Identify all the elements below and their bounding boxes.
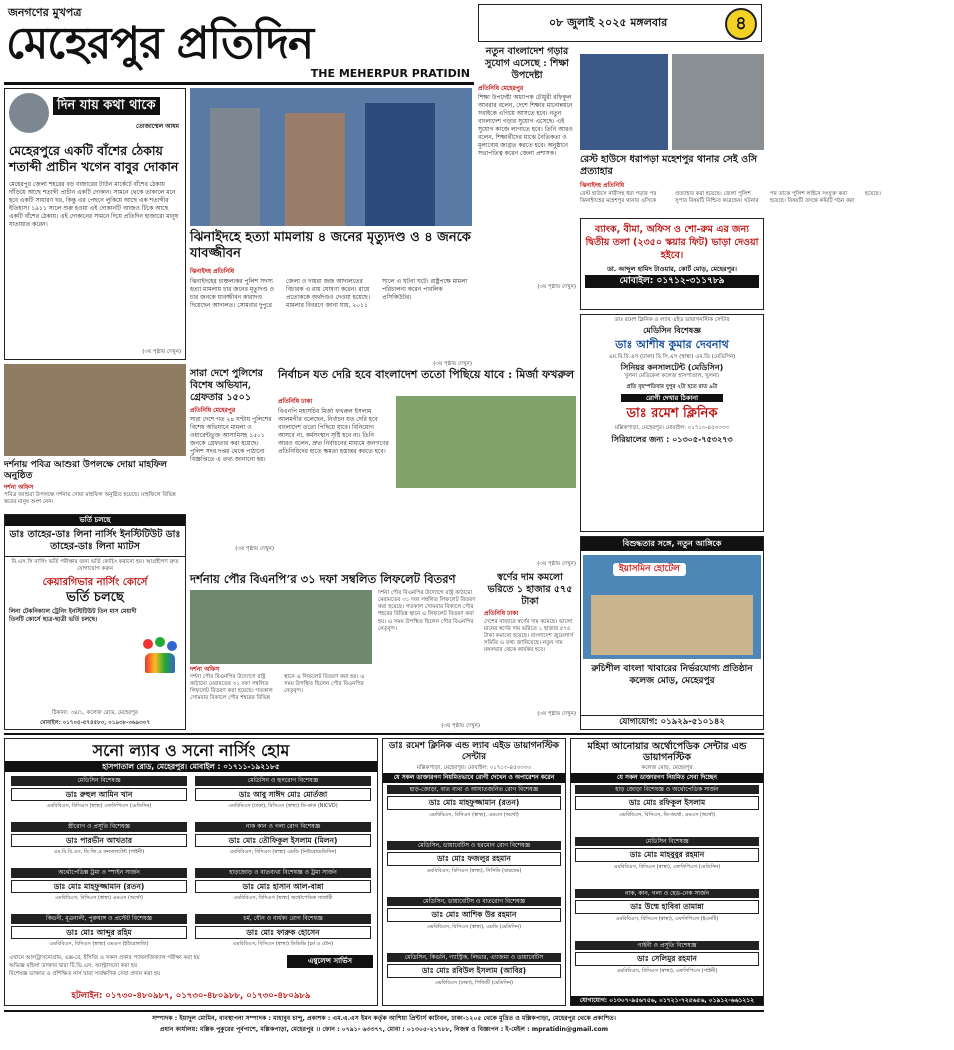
nursing-logo: [139, 637, 179, 677]
column-title: দিন যায় কথা থাকে: [53, 97, 160, 115]
sono_ad-doctor-entry: [191, 912, 375, 958]
doctor-specialty: মেডিসিন, ডায়াবেটিস ও হরমোন রোগ বিশেষজ্ঞ: [387, 841, 561, 851]
police-byline: ঝিনাইদহ প্রতিনিধি: [580, 182, 625, 189]
leaflet-story: [190, 572, 480, 730]
doctor-name: ডাঃ মোঃ ফারুক হোসেন: [195, 926, 371, 939]
sono-title: সনো ল্যাব ও সনো নার্সিং হোম: [92, 741, 290, 760]
medicine-hospital: খুলনা মেডিকেল কলেজ হাসপাতাল, খুলনা।: [624, 373, 720, 380]
mohima-address: কলেজ মোড়, মেহেরপুর: [641, 765, 693, 771]
mahfil-headline: দর্শনায় পবিত্র আশুরা উপলক্ষে দোয়া মাহফিল অনুষ্ঠিত: [4, 460, 167, 481]
police-drive-story: [190, 368, 274, 568]
doctor-name: ডাঃ মোঃ ফজলুর রহমান: [387, 852, 561, 865]
house-rent-ad: [580, 218, 764, 310]
doctor-qualification: এমবিবিএস, বিসিএস (স্বাস্থ্য) এমএস (ইউরোলজি): [49, 941, 149, 948]
right-top-story: [478, 46, 576, 310]
ramesh-title: ডাঃ রমেশ ক্লিনিক এন্ড ল্যাব এইড ডায়াগনস্টিক সেন্টার: [388, 741, 560, 762]
page-number: ৪: [735, 13, 747, 34]
hotel-tagline: বিশুদ্ধতার সঙ্গে, নতুন আঙ্গিকে: [581, 537, 763, 551]
doctor-qualification: এমবিবিএস, বিসিএস (স্বাস্থ্য), এফসিপিএস (ইএনটি): [615, 915, 719, 922]
drive-byline: প্রতিনিধি মেহেরপুর: [190, 407, 236, 414]
sono_ad-doctor-entry: [191, 774, 375, 820]
nursing-course-admit: ভর্তি চলছে: [66, 589, 124, 605]
doctor-specialty: নাক কান ও গলা রোগ বিশেষজ্ঞ: [195, 822, 371, 832]
election-photo: [396, 396, 576, 488]
doctor-qualification: এম.বি.বি.এস, ডি.জি.ও কনসালটেন্ট (গাইনী): [53, 849, 145, 856]
hotel-ad: [580, 536, 764, 730]
election-headline: নির্বাচন যত দেরি হবে বাংলাদেশ ততো পিছিয়ে যাবে : মির্জা ফখরুল: [278, 368, 575, 381]
medicine-serial: সিরিয়ালের জন্য : ০১৩০৫-৭৫৩২৭৩: [611, 434, 733, 444]
mahfil-photo: [4, 364, 186, 456]
drive-body: সারা দেশে গত ২৪ ঘণ্টায় পুলিশের বিশেষ অভিযানে মামলা ও ওয়ারেন্টভুক্ত আসামিসহ ১৫০১ জনকে গ্রেফতার করা হয়েছে। পুলিশ সদর দপ্তর থেকে পাঠানো বিজ্ঞপ্তিতে এ তথ্য জানানো হয়।: [190, 415, 272, 463]
medicine-doctor: ডাঃ আশীষ কুমার দেবনাথ: [615, 338, 729, 352]
ramesh_lab_ad-doctor-entry: [383, 897, 565, 951]
drive-headline: সারা দেশে পুলিশের বিশেষ অভিযান, গ্রেফতার ১৫০১: [190, 368, 263, 403]
sono_ad-doctor-entry: [7, 912, 191, 958]
leaflet-headline: দর্শনায় পৌর বিএনপি’র ৩১ দফা সম্বলিত লিফলেট বিতরণ: [190, 572, 456, 586]
police-story: [580, 46, 881, 212]
leaflet-photo: [190, 590, 372, 664]
column-footnote: (৩য় পৃষ্ঠায় দেখুন): [142, 349, 181, 356]
mohima-bar: যে সকল ডাক্তারগণ নিয়মিত সেবা দিচ্ছেন: [571, 773, 763, 783]
doctor-specialty: মেডিসিন, কিডনি, গ্যাস্ট্রিক, লিভার, এ্যাজমা ও ডায়াবেটিস: [387, 953, 561, 963]
sono_ad-doctor-entry: [7, 774, 191, 820]
doctor-name: ডাঃ রুহুল আমিন খান: [11, 788, 187, 801]
leaflet-body-side: দর্শনা পৌর বিএনপির উদ্যোগে রাষ্ট্র কাঠামো মেরামতের ৩১ দফা সম্বলিত লিফলেট বিতরণ করা হয়েছে। গতকাল সোমবার বিকালে পৌর শহরের বিভিন্ন স্থানে এ লিফলেট বিতরণ করা হয়। এ সময় উপস্থিত ছিলেন পৌর বিএনপির নেতৃবৃন্দ।: [378, 590, 476, 632]
right-top-byline: প্রতিনিধি মেহেরপুর: [478, 85, 524, 92]
doctor-specialty: মেডিসিন বিশেষজ্ঞ: [575, 837, 759, 847]
doctor-name: ডাঃ মোঃ মাহবুবুর রহমান: [575, 848, 759, 861]
mahfil-byline: দর্শনা অফিস: [4, 484, 34, 491]
mohima-title: মহিমা আনোয়ার অর্থোপেডিক সেন্টার এন্ড ডায়াগনস্টিক: [587, 741, 747, 763]
sono-doctor-grid: [5, 772, 377, 960]
sono-address: হাসপাতাল রোড, মেহেরপুর। মোবাইল : ০১৭১১-১৯২১৮৫: [5, 761, 377, 772]
doctor-specialty: কিডনী, মূত্রনালী, পুরুষাঙ্গ ও প্রস্টেট বিশেষজ্ঞ: [11, 914, 187, 924]
police-body: রেস্ট হাউসে নারীসহ ধরা পড়ার পর ঝিনাইদহের মহেশপুর থানার ওসিকে প্রত্যাহার করা হয়েছে। জেলা পুলিশ সুপার বিষয়টি নিশ্চিত করেছেন। ঘটনার পর তাকে পুলিশ লাইনে সংযুক্ত করা হয়েছে। বিষয়টি তদন্তে কমিটি গঠন করা হয়েছে।: [580, 191, 881, 205]
masthead-tagline: জনগণের মুখপত্র: [8, 6, 82, 19]
election-byline: প্রতিনিধি ঢাকা: [278, 398, 313, 405]
doctor-qualification: এমবিবিএস, বিসিএস (স্বাস্থ্য), এফসিপিএস (গাইনী): [616, 967, 718, 974]
right-top-footnote: (৩য় পৃষ্ঠায় দেখুন): [537, 283, 576, 290]
mahfil-body: পবিত্র আশুরা উপলক্ষে দর্শনায় দোয়া মাহফিল অনুষ্ঠিত হয়েছে। মাহফিলে বিভিন্ন স্তরের মানুষ অংশ নেন।: [4, 492, 176, 506]
doctor-name: ডাঃ মোঃ তৌফিকুল ইসলাম (মিলন): [195, 834, 371, 847]
column-headline: মেহেরপুরে একটি বাঁশের ঠেকায় শতাব্দী প্রাচীন খগেন বাবুর দোকান: [9, 143, 179, 174]
mohima_ad-doctor-entry: [571, 837, 763, 887]
ramesh_lab_ad-doctor-entry: [383, 785, 565, 839]
resthouse-photo: [672, 54, 764, 150]
nursing-banner: ভর্তি চলছে: [5, 515, 185, 526]
rent-mobile: মোবাইল: ০১৭১২-৩১১৭৮৯: [585, 275, 759, 288]
column-banner: [7, 91, 183, 135]
lead-story: [190, 88, 472, 368]
nursing-address: ঠিকানা: ৩৪/১, কলেজ রোড, মেহেরপুর: [52, 709, 138, 716]
mohima_ad-doctor-entry: [571, 941, 763, 991]
masthead-title: মেহেরপুর প্রতিদিন: [6, 18, 314, 69]
medicine-ad: [580, 314, 764, 532]
leaflet-footnote: (৩য় পৃষ্ঠায় দেখুন): [441, 723, 480, 730]
gold-story: [484, 572, 576, 730]
mohima-ad: [570, 738, 764, 1006]
page-number-badge: [725, 8, 757, 40]
leaflet-byline: দর্শনা অফিস: [190, 666, 220, 673]
gold-body: দেশের বাজারে স্বর্ণের দাম কমেছে। ভালো মানের স্বর্ণের দাম ভরিতে ১ হাজার ৫৭৫ টাকা কমানো হয়েছে। বাংলাদেশ জুয়েলার্স সমিতি এ তথ্য জানিয়েছে। নতুন দাম মঙ্গলবার থেকে কার্যকর হবে।: [484, 618, 574, 654]
medicine-place-label: রোগী দেখার ঠিকানা: [621, 394, 723, 402]
masthead: [6, 4, 472, 82]
medicine-schedule: প্রতি বৃহস্পতিবার দুপুর ২টা হতে রাত ৯টা: [626, 384, 718, 391]
medicine-degrees: এম.বি.বি.এস (ঢাকা) বি.সি.এস (স্বাস্থ্য) এম.ডি (মেডিসিন): [608, 353, 736, 360]
mohima_ad-doctor-entry: [571, 889, 763, 939]
rent-contact: ডা. আব্দুল হামিদ টাওয়ার, কোর্ট মোড়, মেহেরপুর।: [607, 265, 737, 273]
doctor-specialty: মেডিসিন ও হৃদরোগ বিশেষজ্ঞ: [195, 776, 371, 786]
doctor-specialty: হাড়জোড় ও বাতব্যথা বিশেষজ্ঞ ও ট্রমা সার্জন: [195, 868, 371, 878]
date-box: [478, 4, 762, 42]
lead-body: ঝিনাইদহের চাঞ্চল্যকর পুলিশ সদস্য হত্যা মামলায় চার জনের মৃত্যুদণ্ড ও চার জনকে যাবজ্জীবন কারাদণ্ড দিয়েছেন আদালত। সোমবার দুপুরে জেলা ও দায়রা জজ আদালতের বিচারক এ রায় ঘোষণা করেন। রায়ে প্রত্যেককে অর্থদণ্ডও দেওয়া হয়েছে। মামলার বিবরণে জানা যায়, ২০১১ সালে এ ঘটনা ঘটে। রাষ্ট্রপক্ষে মামলা পরিচালনা করেন পাবলিক প্রসিকিউটর।: [190, 278, 468, 310]
medicine-post: সিনিয়র কনসালটেন্ট (মেডিসিন): [620, 363, 724, 373]
doctor-specialty: হাড়-জোড়া, বাত ব্যথা ও আঘাতজনিত রোগ বিশেষজ্ঞ: [387, 785, 561, 795]
doctor-qualification: এমবিবিএস (ঢাকা), বিসিএস (স্বাস্থ্য) ডি-কার্ড (NICVD): [228, 803, 338, 810]
doctor-name: ডাঃ মোঃ আশিক উর রহমান: [387, 908, 561, 921]
sono_ad-doctor-entry: [7, 866, 191, 912]
police-headline: রেস্ট হাউসে ধরাপড়া মহেশপুর থানার সেই ওসি প্রত্যাহার: [580, 154, 758, 177]
imprint-line-2: প্রধান কার্যালয়: মল্লিক পুকুরের পূর্বপাশে, মল্লিকপাড়া, মেহেরপুর ।। ফোন : ০৭৯১- ৬৩৩৭৭, মোবা : ০১৩০৫-২১৭৮৮, নিজস্ব ও বিজ্ঞাপন : ই-মেইল : mpratidin@gmail.com: [159, 1025, 609, 1033]
sono-hotline: হটলাইন: ০১৭৩০-৪৮০৯৮৭, ০১৭৩০-৪৮০৯৮৮, ০১৭৩০-৪৮০৯৮৯: [71, 991, 311, 1002]
column-author: তোজাম্মেল আযম: [136, 123, 179, 130]
hotel-contact: যোগাযোগ: ০১৯২৯-৫১০১৪২: [581, 715, 763, 729]
nursing-note: বি.এস.সি নার্সিং ভর্তি পরীক্ষার জন্য ভর্তি কোচিং করানো হয়। আগ্রহীগণ দ্রুত যোগাযোগ করুন: [11, 558, 179, 572]
column-body: মেহেরপুর জেলা শহরের বড় বাজারের টাউন মার্কেটে বাঁশের ঠেকায় দাঁড়িয়ে আছে শতাব্দী প্রাচীন একটি দোকান। সামনে থেকে তাকালে মনে হবে একটি সাধারণ ঘর, কিন্তু এর পেছনে লুকিয়ে আছে এক শতাব্দীর ইতিহাস। ১৯১১ সালে শুরু হওয়া এই দোকানটি আজও টিকে আছে একটি বাঁশের ঠেকায়। এই দোকানের সামনে দিয়ে প্রতিদিন হাজারো মানুষ যাতায়াত করেন।: [9, 181, 179, 229]
medicine-address: মল্লিকপাড়া, মেহেরপুর। মোবাইল: ০১৭১৩-৪৫৩৩৩৩: [614, 424, 729, 431]
sono-note-3: বিশেষজ্ঞ ডাক্তার ও প্রশিক্ষিত নার্স দ্বারা সার্বক্ষণিক সেবা প্রদান করা হয়: [9, 971, 161, 977]
doctor-qualification: এমবিবিএস, বিসিএস (স্বাস্থ্য), এমডি (মেডিসিন): [426, 923, 522, 930]
hotel-desc: রুচিশীল বাংলা খাবারের নির্ভরযোগ্য প্রতিষ্ঠান কলেজ মোড়, মেহেরপুর: [591, 664, 753, 686]
gold-footnote: (৩য় পৃষ্ঠায় দেখুন): [537, 710, 576, 717]
sono_ad-doctor-entry: [191, 866, 375, 912]
doctor-name: ডাঃ সেলিমুর রহমান: [575, 952, 759, 965]
masthead-title-en: THE MEHERPUR PRATIDIN: [310, 67, 470, 80]
drive-footnote: (৩য় পৃষ্ঠায় দেখুন): [235, 545, 274, 552]
sono_ad-doctor-entry: [191, 820, 375, 866]
leaflet-body: দর্শনা পৌর বিএনপির উদ্যোগে রাষ্ট্র কাঠামো মেরামতের ৩১ দফা সম্বলিত লিফলেট বিতরণ করা হয়েছে। গতকাল সোমবার বিকালে পৌর শহরের বিভিন্ন স্থানে এ লিফলেট বিতরণ করা হয়। এ সময় উপস্থিত ছিলেন পৌর বিএনপির নেতৃবৃন্দ।: [190, 674, 365, 702]
lead-footnote: (৩য় পৃষ্ঠায় দেখুন): [433, 361, 472, 368]
election-story: [278, 368, 576, 568]
column-story: [4, 88, 186, 360]
hotel-sign: ইয়াসমিন হোটেল: [613, 563, 686, 576]
doctor-specialty: গাইনী ও প্রসূতি বিশেষজ্ঞ: [575, 941, 759, 951]
ramesh_lab_ad-doctor-entry: [383, 841, 565, 895]
doctor-qualification: এমবিবিএস, বিসিএস (স্বাস্থ্য) এমএস (অর্থো): [55, 895, 143, 902]
mahfil-story: [4, 364, 186, 512]
lead-headline: ঝিনাইদহে হত্যা মামলায় ৪ জনের মৃত্যুদণ্ড ও ৪ জনকে যাবজ্জীবন: [190, 230, 471, 261]
nursing-ad: [4, 514, 186, 730]
sono-note-2: অভিজ্ঞ মহিলা ডাক্তার দ্বারা টি.ভি.এস. আল্ট্রাসনো করা হয়: [9, 963, 138, 969]
ramesh_lab_ad-doctor-entry: [383, 953, 565, 1007]
ramesh-doctor-list: [383, 785, 565, 1007]
ramesh-lab-ad: [382, 738, 566, 1006]
doctor-qualification: এমবিবিএস, বিসিএস (স্বাস্থ্য) এমডি (নিউরোমেডিসিন): [229, 849, 337, 856]
doctor-name: ডাঃ মোঃ রফিকুল ইসলাম: [575, 796, 759, 809]
right-top-body: শিক্ষা উপদেষ্টা অধ্যাপক চৌধুরী রফিকুল আবরার বলেন, দেশে শিক্ষার মানোন্নয়নে সবাইকে এগিয়ে আসতে হবে। নতুন বাংলাদেশ গড়ার সুযোগ এসেছে। এই সুযোগ কাজে লাগাতে হবে। তিনি আরও বলেন, শিক্ষার্থীদের মাঝে নৈতিকতা ও মূল্যবোধ জাগ্রত করতে হবে। অনুষ্ঠানে সভাপতিত্ব করেন জেলা প্রশাসক।: [478, 93, 573, 158]
mohima_ad-doctor-entry: [571, 785, 763, 835]
mohima-doctor-list: [571, 785, 763, 991]
doctor-qualification: এমবিবিএস, বিসিএস (স্বাস্থ্য), এমএস (অর্থো): [429, 811, 519, 818]
lead-byline: ঝিনাইদহ প্রতিনিধি: [190, 268, 235, 275]
doctor-specialty: মেডিসিন, ডায়াবেটিস ও বাতরোগ বিশেষজ্ঞ: [387, 897, 561, 907]
lead-photo: [190, 88, 472, 226]
doctor-name: ডাঃ মোঃ মাহফুজ্জামান (রতন): [11, 880, 187, 893]
doctor-qualification: এমবিবিএস, বিসিএস, ডি-অর্থো, এমএস (অর্থো): [619, 811, 715, 818]
ramesh-bar: যে সকল ডাক্তারগণ নিয়মিতভাবে রোগী দেখেন ও অপারেশন করেন: [383, 773, 565, 783]
doctor-name: ডাঃ মোঃ আব্দুর রহিম: [11, 926, 187, 939]
doctor-name: ডাঃ মোঃ মাহফুজ্জামান (রতন): [387, 796, 561, 809]
imprint-footer: [4, 1010, 764, 1046]
doctor-qualification: এমবিবিএস (ঢাকা), পিজিটি (মেডিসিন): [434, 979, 513, 986]
sono-ad: [4, 738, 378, 1006]
medicine-title: মেডিসিন বিশেষজ্ঞ: [643, 326, 701, 336]
election-footnote: (৩য় পৃষ্ঠায় দেখুন): [537, 561, 576, 568]
medicine-clinic: ডাঃ রমেশ ক্লিনিক: [626, 406, 718, 422]
doctor-name: ডাঃ মোঃ রবিউল ইসলাম (আবির): [387, 964, 561, 977]
doctor-qualification: এমবিবিএস, বিসিএস (স্বাস্থ্য), সিসিডি (বারডেম): [426, 867, 522, 874]
doctor-name: ডাঃ উম্মে হাবিবা তামান্না: [575, 900, 759, 913]
mohima-contact: যোগাযোগ: ০১৩০৭-৯৫৬৭৫৬, ০১৭২১-৭২৫৬৫৬, ০১৯১২-৬৬১২১২: [571, 996, 763, 1006]
nursing-course-desc: লিনা টেকনিক্যাল ট্রেনিং ইনস্টিটিউট তিন মাস মেয়াদী তিনটি কোর্সে ছাত্র-ছাত্রী ভর্তি চলছে।: [9, 607, 137, 623]
officer-photo: [580, 54, 668, 150]
sono-note-1: এখানে আলট্রাসনোগ্রাম, এক্স-রে, ইসিজি ও সকল প্রকার প্যাথলজিক্যাল পরীক্ষা করা হয়: [9, 955, 200, 961]
doctor-specialty: হাড় জোড়া বিশেষজ্ঞ ও অর্থোপেডিক সার্জন: [575, 785, 759, 795]
author-photo: [9, 93, 49, 133]
sono-emergency: এম্বুলেন্স সার্ভিস: [287, 955, 373, 968]
election-body: বিএনপি মহাসচিব মির্জা ফখরুল ইসলাম আলমগীর বলেছেন, নির্বাচন যত দেরি হবে বাংলাদেশ ততো পিছিয়ে যাবে। বিনিয়োগ আসবে না, কর্মসংস্থান সৃষ্টি হবে না। তিনি আরও বলেন, দ্রুত নির্বাচনের মাধ্যমে জনগণের প্রতিনিধিদের হাতে ক্ষমতা হস্তান্তর করতে হবে।: [278, 408, 389, 456]
nursing-mobile: মোবাইল: ০১৭০৫-৫৭৪৫৮০, ০১৯৩৮-৩৬৯৩০৭: [40, 719, 150, 726]
doctor-name: ডাঃ পারভীন আখতার: [11, 834, 187, 847]
rent-text: ব্যাংক, বীমা, অফিস ও শো-রুম এর জন্য দ্বিতীয় তলা (২৩৫০ স্কয়ার ফিট) ভাড়া দেওয়া হইবে।: [585, 224, 759, 261]
doctor-qualification: এমবিবিএস, বিসিএস (স্বাস্থ্য) ডিডিভি (চর্ম ও যৌন): [232, 941, 334, 948]
doctor-qualification: এমবিবিএস, বিসিএস (স্বাস্থ্য), এফসিপিএস (মেডিসিন): [613, 863, 721, 870]
ramesh-address: মল্লিকপাড়া, মেহেরপুর। মোবাইল: ০১৭১৩-৪৫৩৩৩৩: [416, 765, 531, 771]
doctor-specialty: চর্ম, যৌন ও বার্ধক্য রোগ বিশেষজ্ঞ: [195, 914, 371, 924]
doctor-specialty: অর্থোপেডিক্স ট্রমা ও স্পাইন সার্জন: [11, 868, 187, 878]
right-top-headline: নতুন বাংলাদেশ গড়ার সুযোগ এসেছে : শিক্ষা উপদেষ্টা: [485, 46, 569, 81]
imprint-line-1: সম্পাদক : ইয়াদুল মোমিন, ব্যবস্থাপনা সম্পাদক : মাহাবুব চান্দু, প্রকাশক : এম.এ.এস ইমন কর্তৃক আশিয়া প্রিন্টার্স কাটাবন, ঢাকা-১২০৫ থেকে মুদ্রিত ও মল্লিকপাড়া, মেহেরপুর থেকে প্রকাশিত।: [152, 1015, 616, 1022]
doctor-specialty: মেডিসিন বিশেষজ্ঞ: [11, 776, 187, 786]
sono_ad-doctor-entry: [7, 820, 191, 866]
nursing-name: ডাঃ তাহের-ডাঃ লিনা নার্সিং ইনস্টিটিউট ডাঃ তাহের-ডাঃ লিনা ম্যাটস: [5, 526, 185, 557]
doctor-name: ডাঃ আবু সাঈদ মোঃ মোর্তজা: [195, 788, 371, 801]
doctor-name: ডাঃ মোঃ হাসান আল-বান্না: [195, 880, 371, 893]
hotel-photo: [583, 555, 761, 659]
gold-byline: প্রতিনিধি ঢাকা: [484, 610, 519, 617]
date-text: ০৮ জুলাই ২০২৫ মঙ্গলবার: [549, 16, 668, 29]
medicine-top: ডাঃ রমেশ ক্লিনিক ও ল্যাব এইড ডায়াগনস্টিক সেন্টার: [614, 317, 730, 323]
doctor-specialty: নাক, কান, গলা ও হেড-নেক সার্জন: [575, 889, 759, 899]
doctor-qualification: এমবিবিএস, বিসিএস (স্বাস্থ্য) এফসিপিএস (মেডিসিন): [46, 803, 152, 810]
doctor-specialty: স্ত্রীরোগ ও প্রসূতি বিশেষজ্ঞ: [11, 822, 187, 832]
nursing-course-title: কেয়ারগিভার নার্সিং কোর্সে: [42, 577, 148, 589]
doctor-qualification: এমবিবিএস, বিসিএস (স্বাস্থ্য) অর্থোপেডিক সার্জারী: [233, 895, 333, 902]
gold-headline: স্বর্ণের দাম কমলো ভরিতে ১ হাজার ৫৭৫ টাকা: [487, 572, 573, 607]
